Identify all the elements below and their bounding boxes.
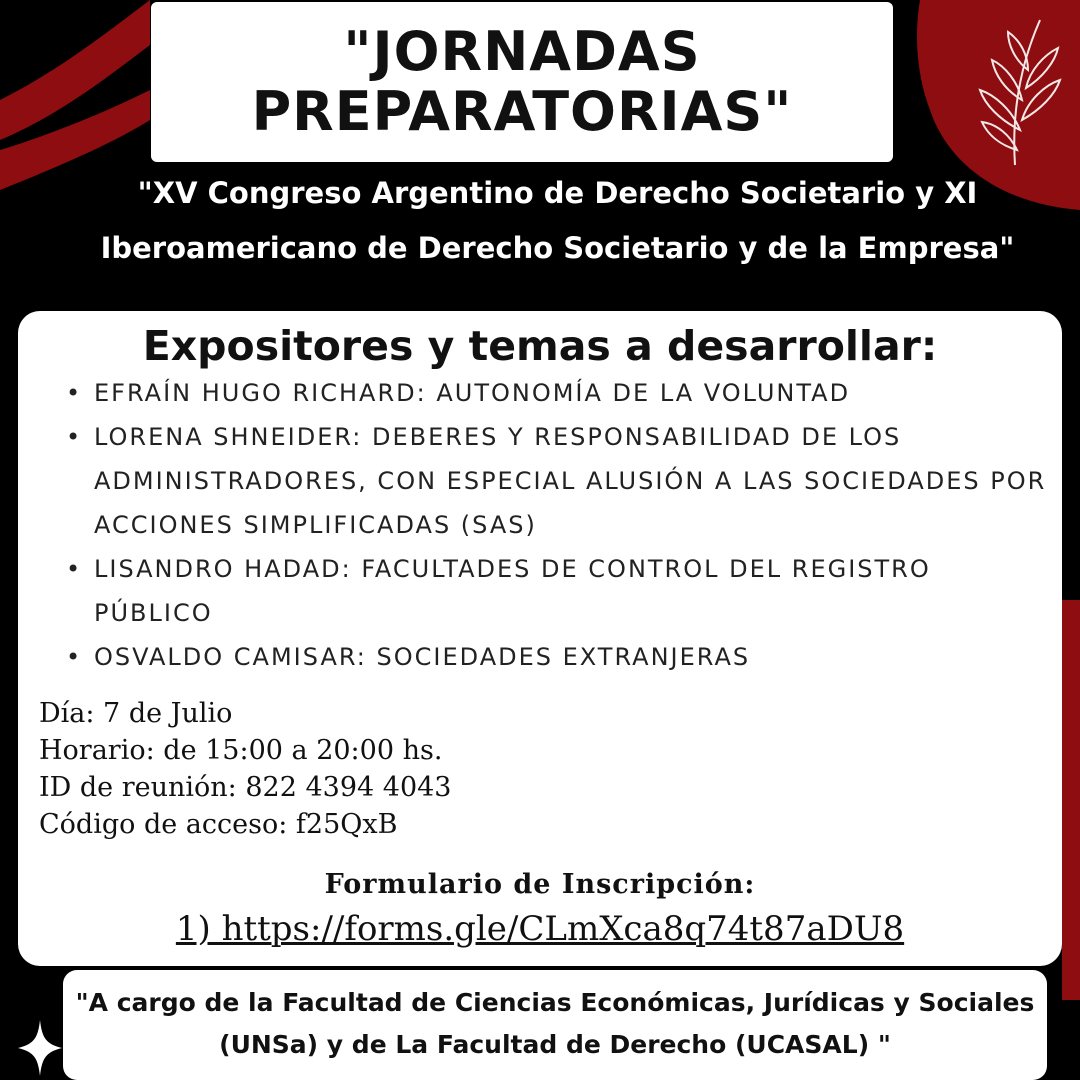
bullet-icon: •: [66, 555, 81, 583]
sparkle-icon: [18, 1020, 62, 1076]
page-title: "JORNADAS PREPARATORIAS": [251, 20, 793, 143]
red-band-right: [1062, 600, 1080, 1000]
title-banner: [151, 2, 893, 162]
meeting-id: ID de reunión: 822 4394 4043: [39, 772, 452, 803]
access-code: Código de acceso: f25QxB: [39, 809, 398, 840]
speakers-list: [64, 371, 1054, 679]
content-card: [18, 311, 1062, 966]
event-info: [39, 695, 452, 843]
speaker-text: OSVALDO CAMISAR: SOCIEDADES EXTRANJERAS: [94, 643, 751, 671]
speaker-text: EFRAÍN HUGO RICHARD: AUTONOMÍA DE LA VOLUNTAD: [94, 379, 851, 407]
list-item: [64, 371, 1054, 415]
bullet-icon: •: [66, 423, 81, 451]
bullet-icon: •: [66, 643, 81, 671]
form-link[interactable]: 1) https://forms.gle/CLmXca8q74t87aDU8: [175, 909, 905, 949]
bullet-icon: •: [66, 379, 81, 407]
list-item: [64, 547, 1054, 635]
list-item: [64, 415, 1054, 547]
organizers-text: "A cargo de la Facultad de Ciencias Económicas, Jurídicas y Sociales (UNSa) y de La Facultad de Derecho (UCASAL) ": [75, 988, 1035, 1059]
speaker-text: LORENA SHNEIDER: DEBERES Y RESPONSABILIDAD DE LOS ADMINISTRADORES, CON ESPECIAL ALUSIÓN A LAS SOCIEDADES POR ACCIONES SIMPLIFICADAS (SAS): [94, 423, 1047, 539]
list-item: [64, 635, 1054, 679]
speakers-heading: Expositores y temas a desarrollar:: [142, 322, 938, 370]
event-schedule: Horario: de 15:00 a 20:00 hs.: [39, 735, 443, 766]
event-day: Día: 7 de Julio: [39, 698, 233, 729]
form-label: Formulario de Inscripción:: [324, 869, 756, 900]
footer-banner: [63, 970, 1047, 1080]
congress-subtitle: "XV Congreso Argentino de Derecho Societario y XI Iberoamericano de Derecho Societario y de la Empresa": [100, 176, 1015, 265]
speaker-text: LISANDRO HADAD: FACULTADES DE CONTROL DEL REGISTRO PÚBLICO: [94, 555, 931, 627]
